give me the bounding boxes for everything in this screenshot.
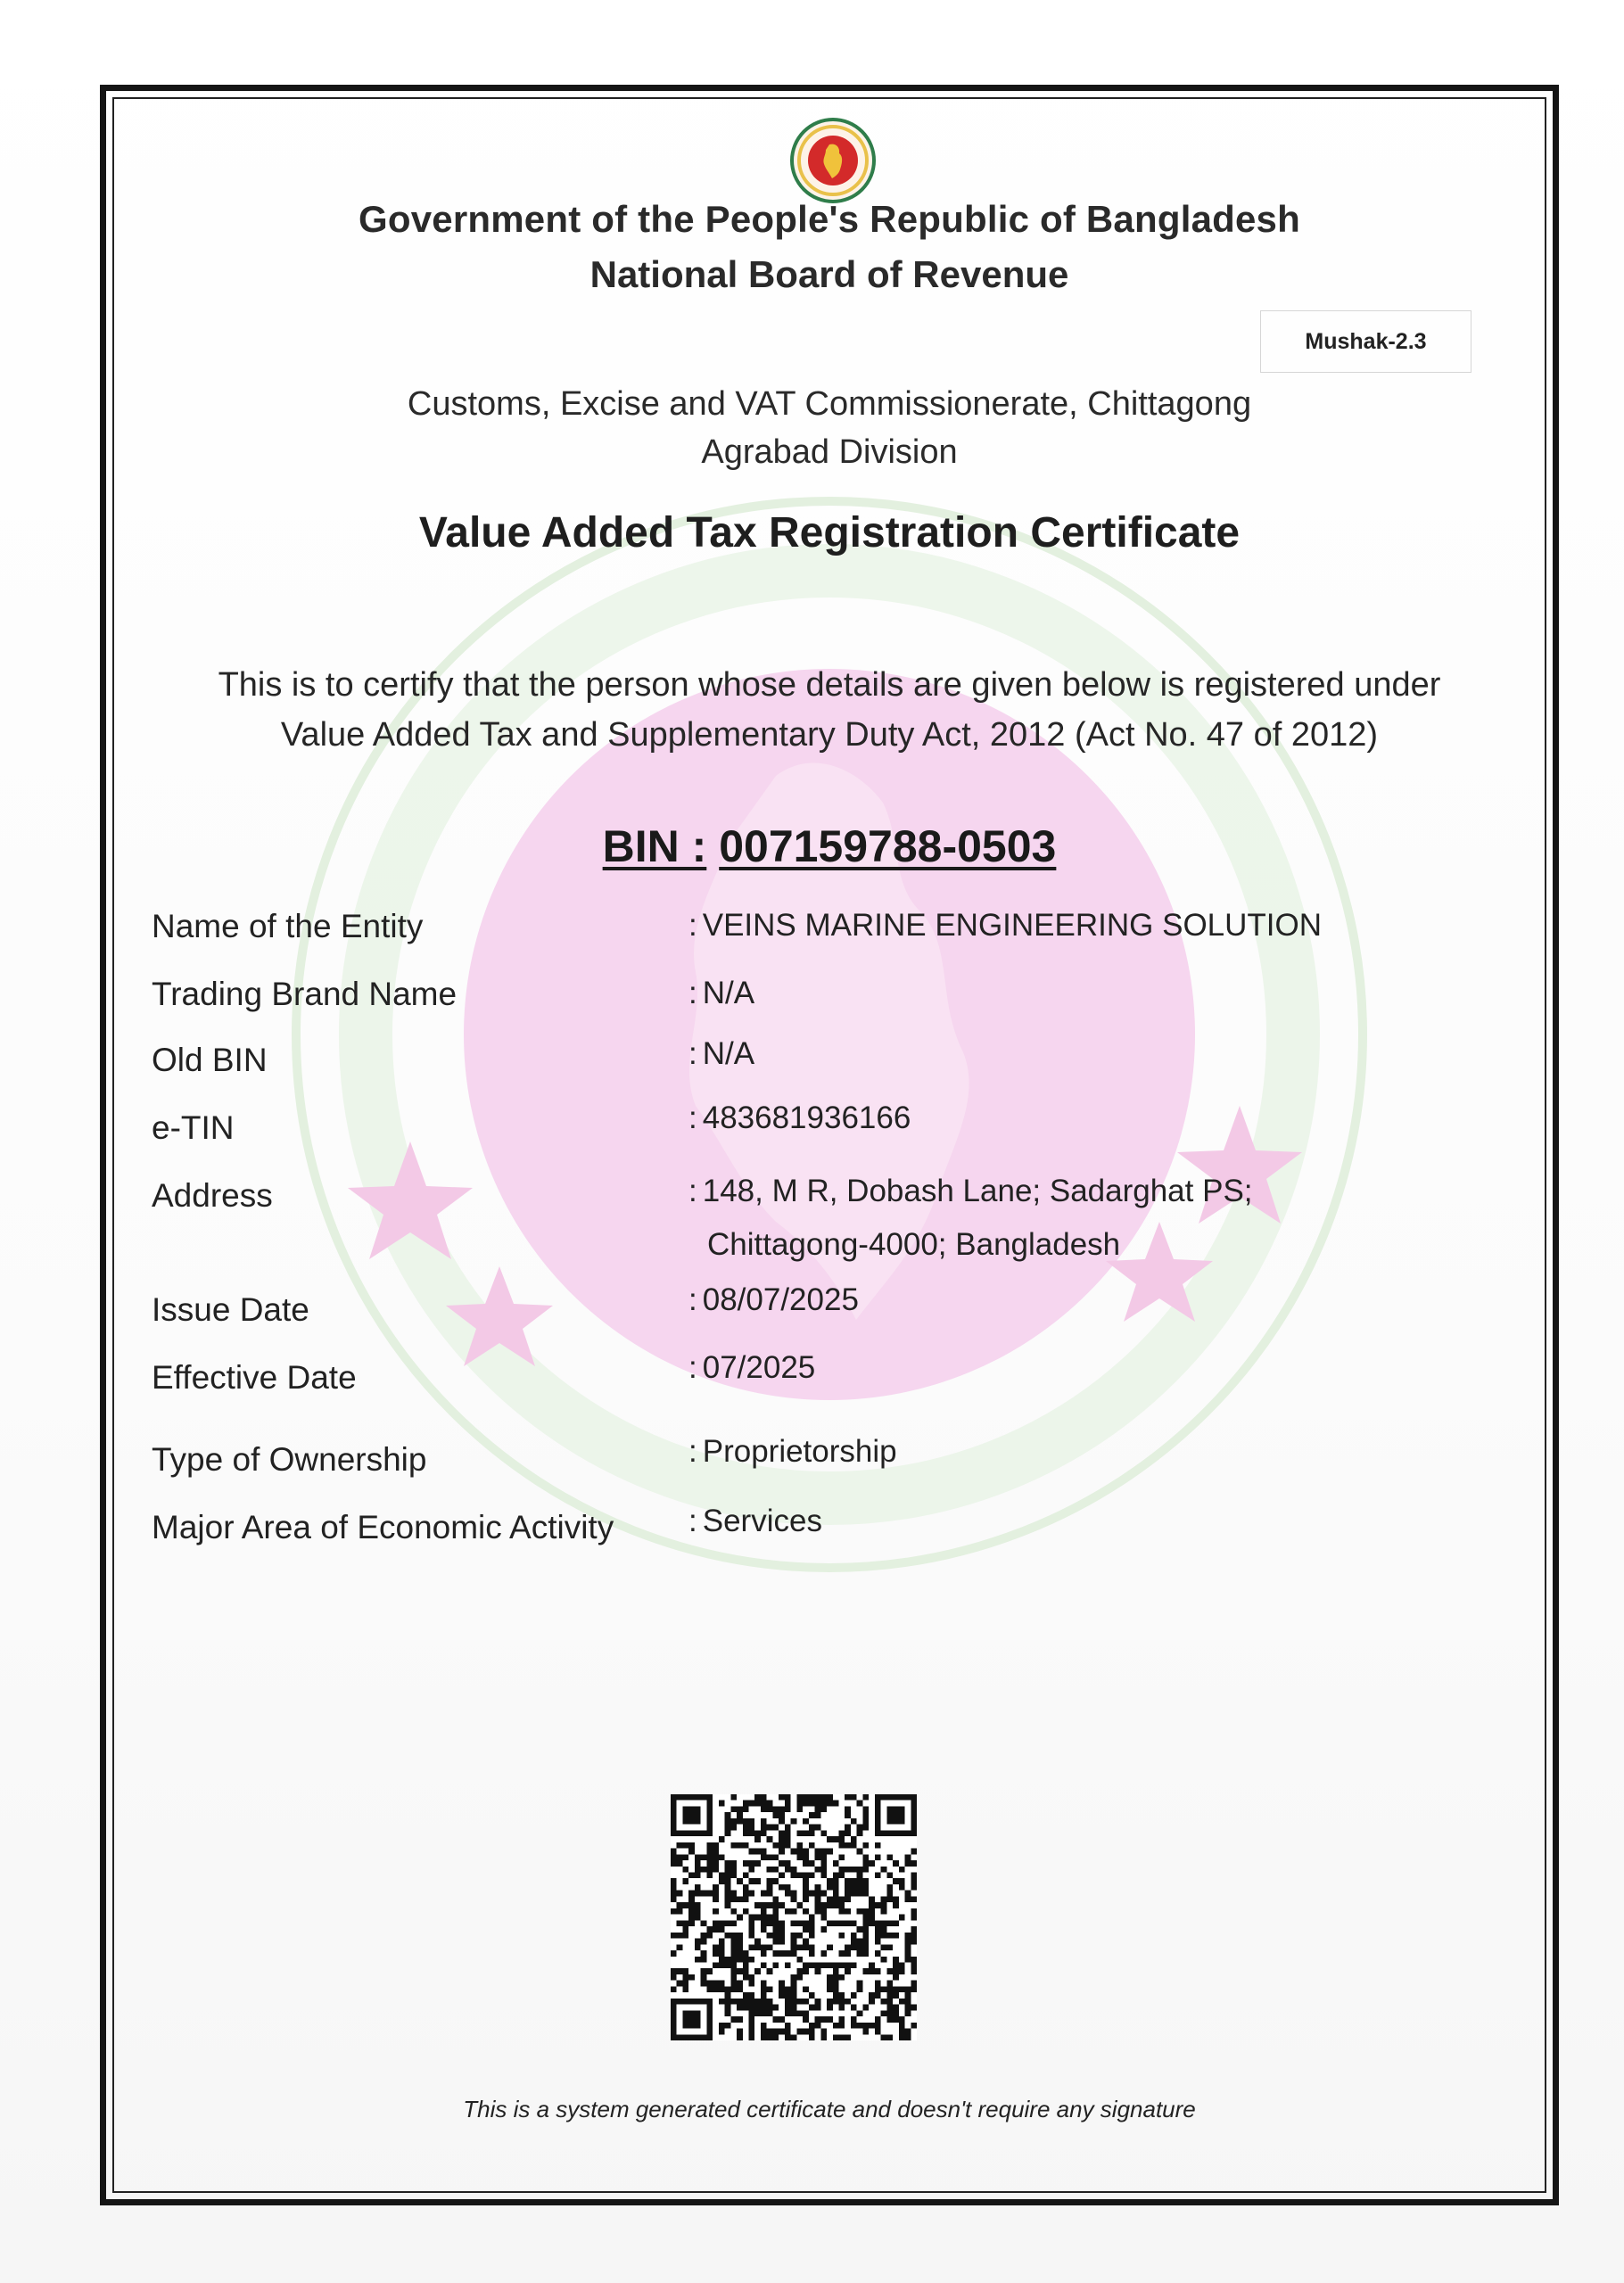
separator: : bbox=[688, 976, 697, 1010]
field-value-issue-date bbox=[688, 1282, 859, 1318]
separator: : bbox=[688, 1100, 697, 1135]
separator: : bbox=[688, 1036, 697, 1071]
government-heading: Government of the People's Republic of Bangladesh bbox=[359, 198, 1300, 240]
value-text: Services bbox=[702, 1504, 822, 1538]
field-label-economic-activity: Major Area of Economic Activity bbox=[152, 1509, 614, 1545]
field-value-economic-activity bbox=[688, 1504, 822, 1539]
field-value-effective-date bbox=[688, 1350, 815, 1386]
certification-line-2: Value Added Tax and Supplementary Duty Act, 2012 (Act No. 47 of 2012) bbox=[280, 716, 1379, 754]
field-value-trading-brand bbox=[688, 976, 754, 1011]
field-value-ownership bbox=[688, 1434, 897, 1470]
value-text: 07/2025 bbox=[702, 1350, 816, 1385]
value-text: 483681936166 bbox=[702, 1100, 911, 1135]
separator: : bbox=[688, 1434, 697, 1469]
field-label-ownership: Type of Ownership bbox=[152, 1441, 427, 1478]
system-generated-note: This is a system generated certificate and doesn't require any signature bbox=[463, 2096, 1196, 2122]
value-text: N/A bbox=[702, 976, 755, 1010]
field-label-address: Address bbox=[152, 1177, 273, 1214]
bin-label: BIN : bbox=[602, 821, 707, 871]
certificate-title: Value Added Tax Registration Certificate bbox=[418, 509, 1241, 556]
division-heading: Agrabad Division bbox=[701, 433, 958, 471]
field-label-trading-brand: Trading Brand Name bbox=[152, 976, 458, 1012]
field-value-etin bbox=[688, 1100, 911, 1136]
bin-number: 007159788-0503 bbox=[719, 821, 1057, 871]
board-heading: National Board of Revenue bbox=[589, 253, 1069, 295]
certification-line-1: This is to certify that the person whose details are given below is registered under bbox=[218, 666, 1441, 704]
value-text: 08/07/2025 bbox=[702, 1282, 859, 1317]
separator: : bbox=[688, 1174, 697, 1208]
value-text: 148, M R, Dobash Lane; Sadarghat PS; bbox=[702, 1174, 1253, 1208]
field-value-old-bin bbox=[688, 1036, 754, 1072]
field-label-issue-date: Issue Date bbox=[152, 1291, 309, 1328]
value-text: N/A bbox=[702, 1036, 755, 1071]
value-text: VEINS MARINE ENGINEERING SOLUTION bbox=[702, 908, 1323, 943]
field-value-address-line-2: Chittagong-4000; Bangladesh bbox=[707, 1227, 1121, 1262]
field-value-address bbox=[688, 1174, 1253, 1209]
bin-heading bbox=[112, 820, 1546, 872]
field-label-entity-name: Name of the Entity bbox=[152, 908, 424, 944]
separator: : bbox=[688, 1504, 697, 1538]
commissionerate-heading: Customs, Excise and VAT Commissionerate, Chittagong bbox=[407, 385, 1252, 423]
bangladesh-government-emblem-icon bbox=[790, 118, 876, 203]
field-label-effective-date: Effective Date bbox=[152, 1359, 357, 1396]
qr-code-icon bbox=[671, 1794, 917, 2040]
separator: : bbox=[688, 908, 697, 943]
field-label-old-bin: Old BIN bbox=[152, 1042, 268, 1078]
field-value-entity-name bbox=[688, 908, 1322, 944]
separator: : bbox=[688, 1350, 697, 1385]
value-text: Proprietorship bbox=[702, 1434, 897, 1469]
form-code: Mushak-2.3 bbox=[1305, 328, 1427, 354]
field-label-etin: e-TIN bbox=[152, 1109, 235, 1146]
separator: : bbox=[688, 1282, 697, 1317]
form-code-box bbox=[1260, 310, 1471, 373]
